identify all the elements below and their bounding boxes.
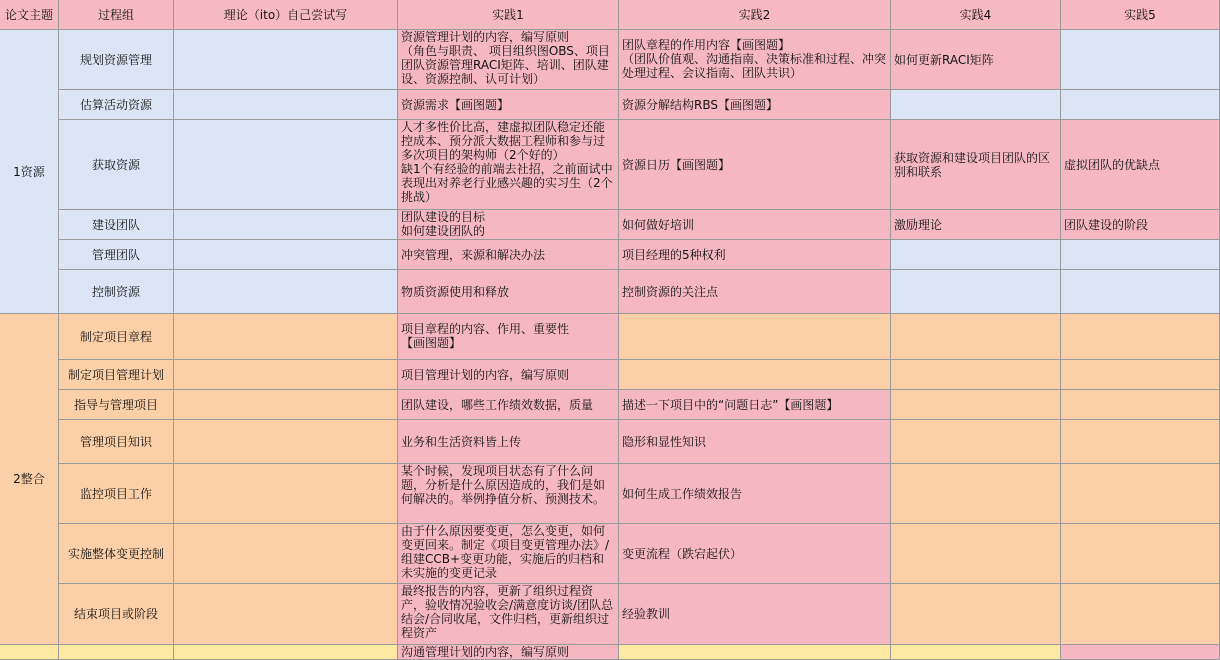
theory-cell[interactable] xyxy=(174,464,398,524)
practice-2-cell[interactable] xyxy=(619,314,891,360)
theory-cell[interactable] xyxy=(174,584,398,645)
theory-cell[interactable] xyxy=(174,210,398,240)
process-cell[interactable]: 估算活动资源 xyxy=(59,90,174,120)
theory-cell[interactable] xyxy=(174,524,398,584)
practice-5-cell[interactable] xyxy=(1061,240,1220,270)
header-theory[interactable]: 理论（ito）自己尝试写 xyxy=(174,0,398,30)
process-cell[interactable]: 结束项目或阶段 xyxy=(59,584,174,645)
practice-5-cell[interactable] xyxy=(1061,464,1220,524)
topic-integration[interactable]: 2整合 xyxy=(0,314,59,645)
theory-cell[interactable] xyxy=(174,270,398,314)
header-practice-1[interactable]: 实践1 xyxy=(398,0,619,30)
practice-2-cell[interactable]: 控制资源的关注点 xyxy=(619,270,891,314)
process-cell[interactable]: 制定项目管理计划 xyxy=(59,360,174,390)
practice-1-cell[interactable]: 团队建设的目标 如何建设团队的 xyxy=(398,210,619,240)
header-topic[interactable]: 论文主题 xyxy=(0,0,59,30)
practice-1-cell[interactable]: 最终报告的内容，更新了组织过程资产，验收情况验收会/满意度访谈/团队总结会/合同收尾，文件归档，更新组织过程资产 xyxy=(398,584,619,645)
practice-2-cell[interactable]: 项目经理的5种权利 xyxy=(619,240,891,270)
theory-cell[interactable] xyxy=(174,30,398,90)
process-cell[interactable]: 实施整体变更控制 xyxy=(59,524,174,584)
header-practice-5[interactable]: 实践5 xyxy=(1061,0,1220,30)
practice-4-cell[interactable] xyxy=(891,270,1061,314)
process-cell[interactable]: 监控项目工作 xyxy=(59,464,174,524)
process-cell[interactable]: 控制资源 xyxy=(59,270,174,314)
practice-5-cell[interactable] xyxy=(1061,30,1220,90)
practice-4-cell[interactable] xyxy=(891,314,1061,360)
practice-4-cell[interactable] xyxy=(891,464,1061,524)
practice-5-cell[interactable]: 虚拟团队的优缺点 xyxy=(1061,120,1220,210)
practice-2-cell[interactable]: 资源日历【画图题】 xyxy=(619,120,891,210)
practice-1-cell[interactable]: 资源管理计划的内容，编写原则 （角色与职责、 项目组织图OBS、项目团队资源管理RACI矩阵、培训、团队建设、资源控制、认可计划） xyxy=(398,30,619,90)
practice-1-cell[interactable]: 物质资源使用和释放 xyxy=(398,270,619,314)
practice-2-cell[interactable]: 如何做好培训 xyxy=(619,210,891,240)
practice-5-cell[interactable] xyxy=(1061,584,1220,645)
practice-2-cell[interactable] xyxy=(619,645,891,660)
practice-5-cell[interactable] xyxy=(1061,645,1220,660)
process-cell[interactable]: 管理项目知识 xyxy=(59,420,174,464)
practice-5-cell[interactable] xyxy=(1061,524,1220,584)
theory-cell[interactable] xyxy=(174,360,398,390)
practice-4-cell[interactable]: 激励理论 xyxy=(891,210,1061,240)
practice-2-cell[interactable]: 资源分解结构RBS【画图题】 xyxy=(619,90,891,120)
process-cell[interactable]: 获取资源 xyxy=(59,120,174,210)
practice-5-cell[interactable] xyxy=(1061,360,1220,390)
practice-4-cell[interactable] xyxy=(891,90,1061,120)
practice-5-cell[interactable] xyxy=(1061,420,1220,464)
practice-5-cell[interactable] xyxy=(1061,314,1220,360)
practice-4-cell[interactable]: 如何更新RACI矩阵 xyxy=(891,30,1061,90)
practice-1-cell[interactable]: 沟通管理计划的内容，编写原则 xyxy=(398,645,619,660)
practice-2-cell[interactable]: 变更流程（跌宕起伏） xyxy=(619,524,891,584)
practice-4-cell[interactable] xyxy=(891,360,1061,390)
practice-4-cell[interactable] xyxy=(891,240,1061,270)
theory-cell[interactable] xyxy=(174,120,398,210)
theory-cell[interactable] xyxy=(174,90,398,120)
header-practice-4[interactable]: 实践4 xyxy=(891,0,1061,30)
practice-5-cell[interactable]: 团队建设的阶段 xyxy=(1061,210,1220,240)
topic-communication[interactable] xyxy=(0,645,59,660)
topic-resource[interactable]: 1资源 xyxy=(0,30,59,314)
practice-5-cell[interactable] xyxy=(1061,90,1220,120)
practice-1-cell[interactable]: 某个时候，发现项目状态有了什么问题，分析是什么原因造成的，我们是如何解决的。举例挣值分析、预测技术。 xyxy=(398,464,619,524)
process-cell[interactable]: 管理团队 xyxy=(59,240,174,270)
practice-2-cell[interactable]: 团队章程的作用内容【画图题】 （团队价值观、沟通指南、决策标准和过程、冲突处理过程、会议指南、团队共识） xyxy=(619,30,891,90)
practice-1-cell[interactable]: 由于什么原因要变更，怎么变更，如何变更回来。制定《项目变更管理办法》/组建CCB+变更功能，实施后的归档和未实施的变更记录 xyxy=(398,524,619,584)
practice-1-cell[interactable]: 业务和生活资料皆上传 xyxy=(398,420,619,464)
practice-1-cell[interactable]: 团队建设，哪些工作绩效数据，质量 xyxy=(398,390,619,420)
header-process-group[interactable]: 过程组 xyxy=(59,0,174,30)
practice-1-cell[interactable]: 资源需求【画图题】 xyxy=(398,90,619,120)
practice-4-cell[interactable]: 获取资源和建设项目团队的区别和联系 xyxy=(891,120,1061,210)
process-cell[interactable]: 指导与管理项目 xyxy=(59,390,174,420)
theory-cell[interactable] xyxy=(174,645,398,660)
practice-4-cell[interactable] xyxy=(891,390,1061,420)
practice-4-cell[interactable] xyxy=(891,524,1061,584)
practice-4-cell[interactable] xyxy=(891,584,1061,645)
practice-1-cell[interactable]: 项目管理计划的内容，编写原则 xyxy=(398,360,619,390)
process-cell[interactable]: 规划资源管理 xyxy=(59,30,174,90)
header-practice-2[interactable]: 实践2 xyxy=(619,0,891,30)
practice-4-cell[interactable] xyxy=(891,645,1061,660)
process-cell[interactable]: 制定项目章程 xyxy=(59,314,174,360)
practice-2-cell[interactable]: 描述一下项目中的“问题日志”【画图题】 xyxy=(619,390,891,420)
process-cell[interactable]: 建设团队 xyxy=(59,210,174,240)
practice-1-cell[interactable]: 冲突管理，来源和解决办法 xyxy=(398,240,619,270)
practice-1-cell[interactable]: 项目章程的内容、作用、重要性 【画图题】 xyxy=(398,314,619,360)
practice-2-cell[interactable]: 经验教训 xyxy=(619,584,891,645)
practice-2-cell[interactable] xyxy=(619,360,891,390)
practice-2-cell[interactable]: 隐形和显性知识 xyxy=(619,420,891,464)
process-cell[interactable] xyxy=(59,645,174,660)
theory-cell[interactable] xyxy=(174,390,398,420)
practice-4-cell[interactable] xyxy=(891,420,1061,464)
practice-5-cell[interactable] xyxy=(1061,390,1220,420)
practice-1-cell[interactable]: 人才多性价比高，建虚拟团队稳定还能控成本、预分派大数据工程师和参与过多次项目的架构师（2个好的） 缺1个有经验的前端去社招，之前面试中表现出对养老行业感兴趣的实习生（2个挑战） xyxy=(398,120,619,210)
theory-cell[interactable] xyxy=(174,240,398,270)
theory-cell[interactable] xyxy=(174,420,398,464)
theory-cell[interactable] xyxy=(174,314,398,360)
practice-5-cell[interactable] xyxy=(1061,270,1220,314)
practice-2-cell[interactable]: 如何生成工作绩效报告 xyxy=(619,464,891,524)
